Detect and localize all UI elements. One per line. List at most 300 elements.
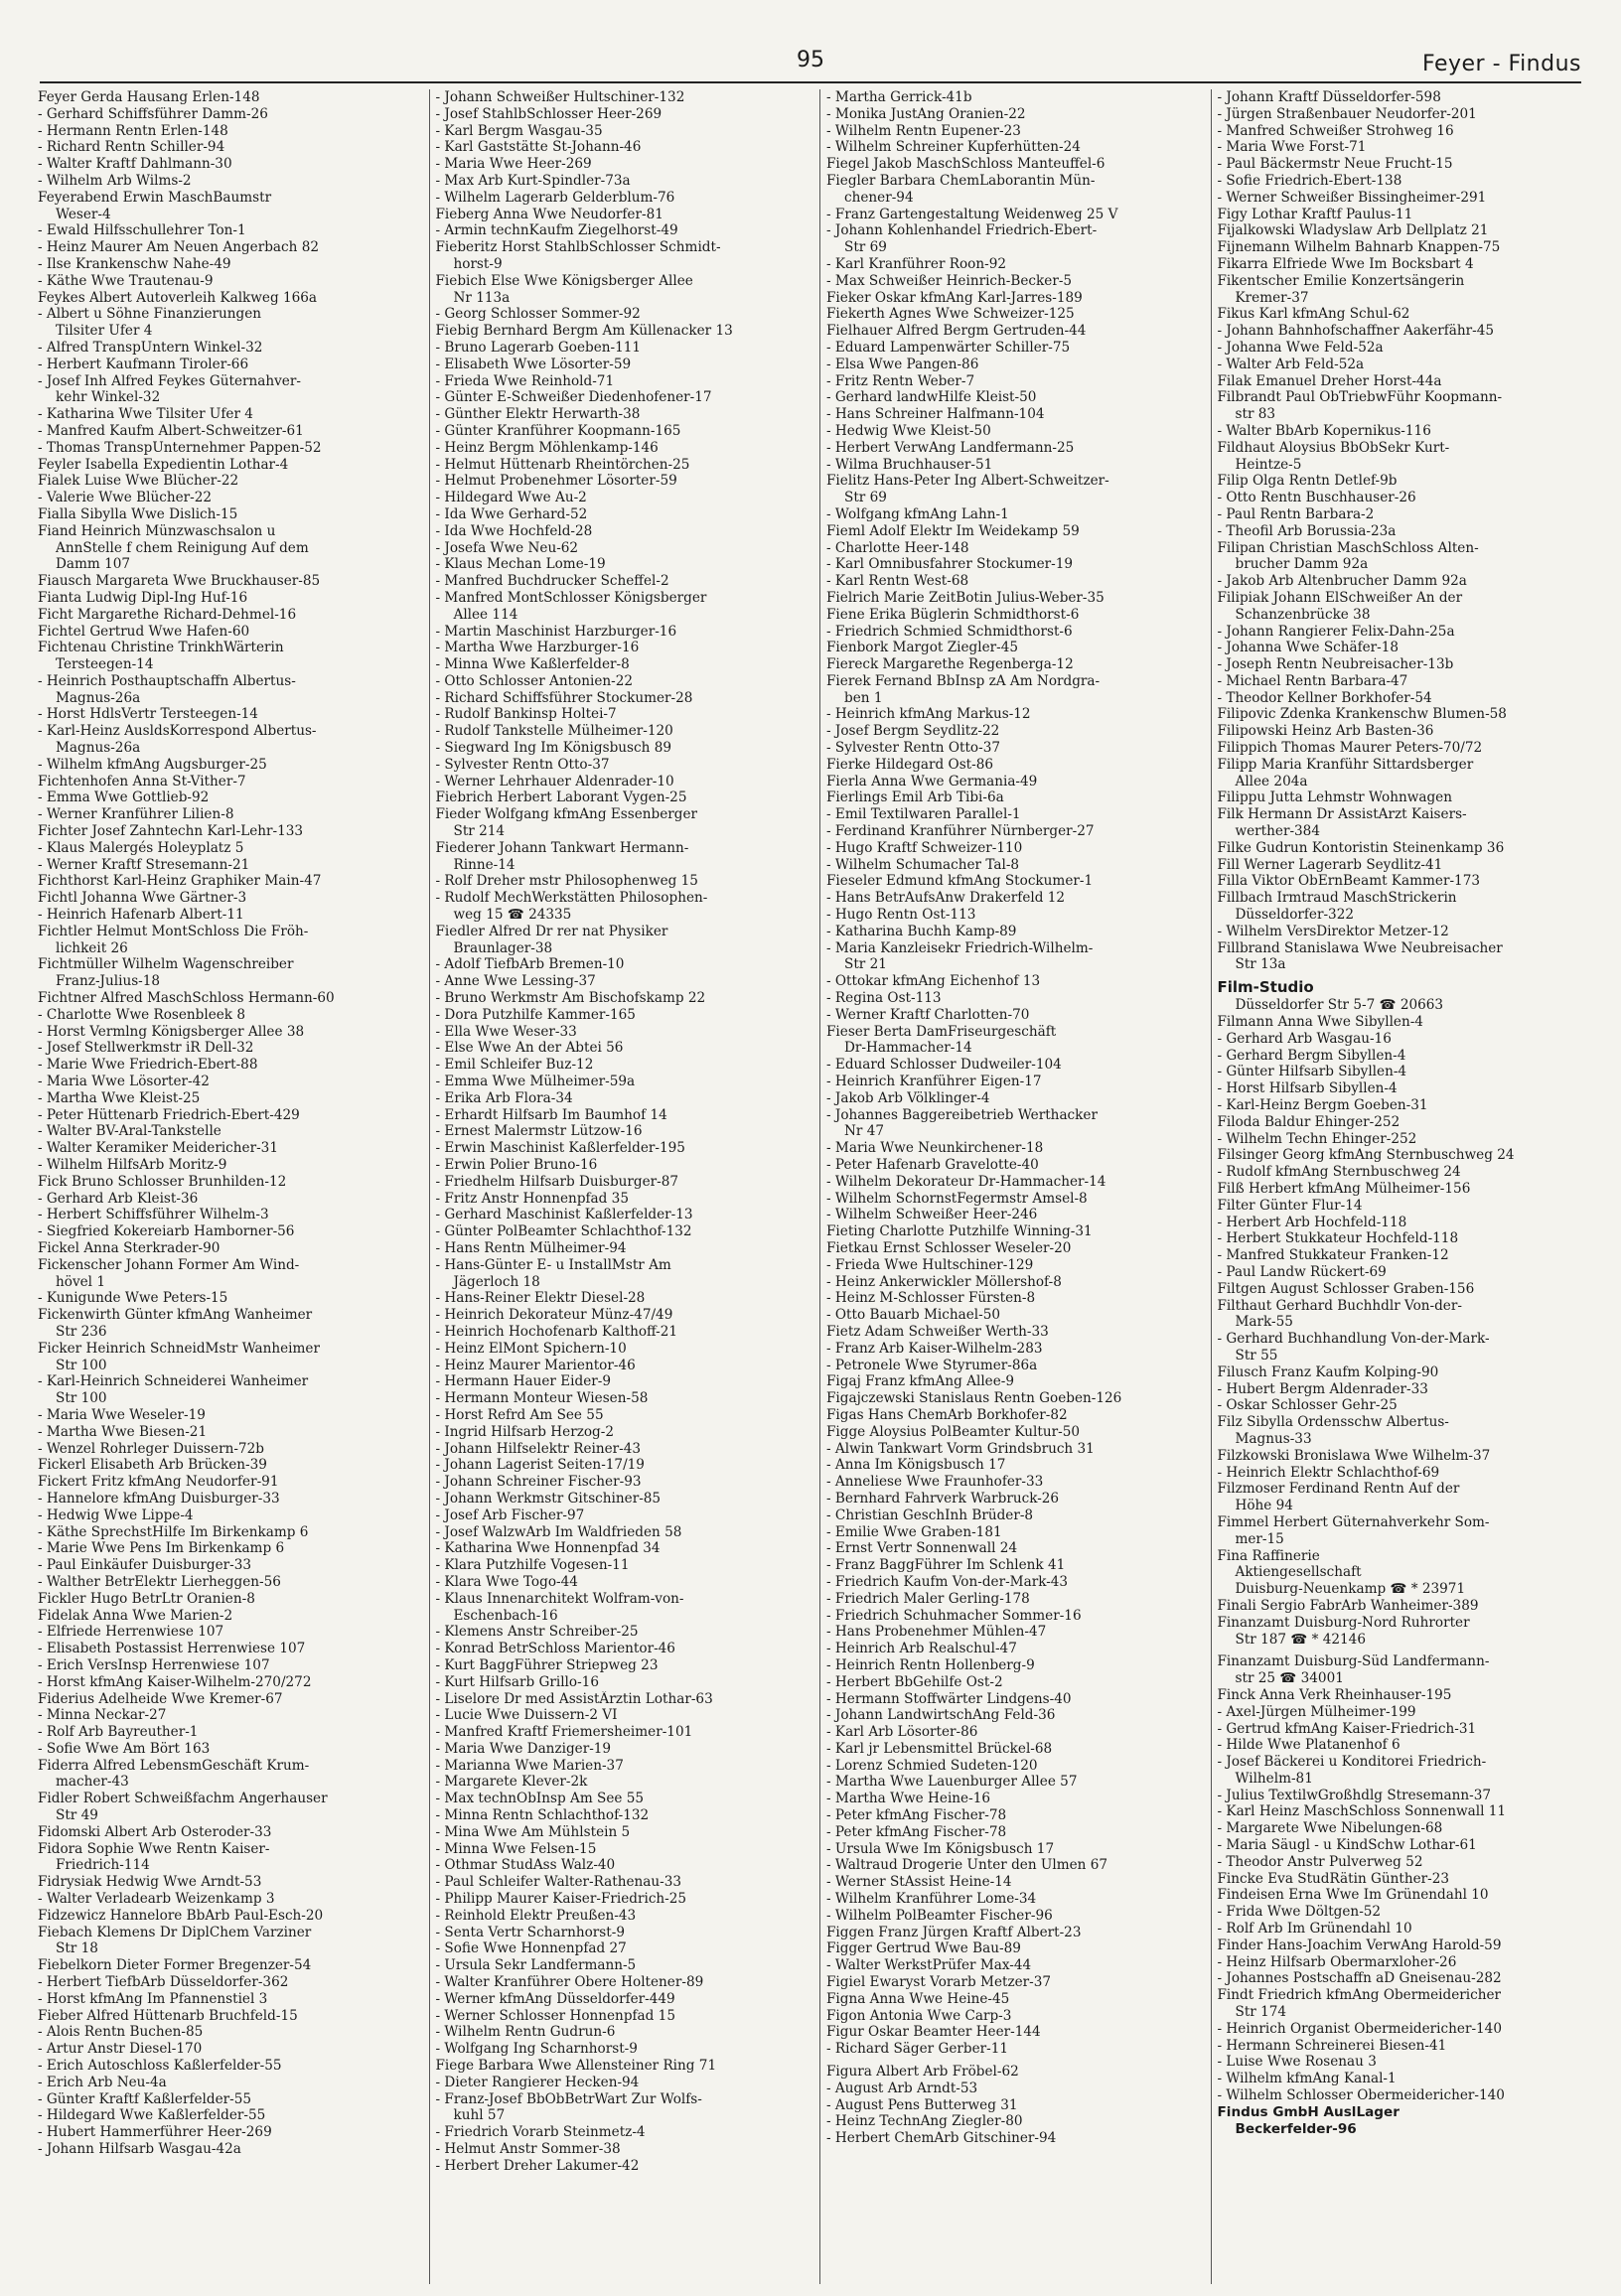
directory-entry: Fidzewicz Hannelore BbArb Paul-Esch-20	[38, 1907, 324, 1924]
directory-entry: - Werner StAssist Heine-14	[826, 1874, 1012, 1891]
entry-continuation: str 83	[1235, 406, 1276, 423]
directory-entry: Filzkowski Bronislawa Wwe Wilhelm-37	[1217, 1447, 1491, 1464]
directory-entry: - Karl-Heinrich Schneiderei Wanheimer	[38, 1373, 309, 1390]
directory-entry: - Johann Rangierer Felix-Dahn-25a	[1217, 623, 1455, 640]
directory-entry: - Siegward Ing Im Königsbusch 89	[435, 740, 671, 757]
directory-entry: - Theodor Anstr Pulverweg 52	[1217, 1853, 1423, 1870]
directory-entry: - Walter Arb Feld-52a	[1217, 356, 1365, 372]
directory-entry: - Heinrich Dekorateur Münz-47/49	[435, 1307, 673, 1324]
directory-entry: - Erhardt Hilfsarb Im Baumhof 14	[435, 1106, 667, 1123]
directory-entry: - Margarete Wwe Nibelungen-68	[1217, 1820, 1443, 1837]
entry-continuation: Höhe 94	[1235, 1498, 1293, 1514]
directory-entry: - Otto Bauarb Michael-50	[826, 1307, 1000, 1324]
directory-entry: Fielitz Hans-Peter Ing Albert-Schweitzer-	[826, 473, 1109, 490]
entry-continuation: Duisburg-Neuenkamp ☎ * 23971	[1235, 1581, 1466, 1598]
directory-entry: - Hans Rentn Mülheimer-94	[435, 1239, 627, 1256]
directory-entry: - Hannelore kfmAng Duisburger-33	[38, 1490, 280, 1507]
directory-entry: - Kunigunde Wwe Peters-15	[38, 1290, 228, 1307]
directory-entry: Ficker Heinrich SchneidMstr Wanheimer	[38, 1340, 320, 1357]
directory-entry: - Hedwig Wwe Kleist-50	[826, 422, 991, 439]
directory-entry: - Paul Einkäufer Duisburger-33	[38, 1557, 252, 1574]
directory-entry: - Gerhard landwHilfe Kleist-50	[826, 389, 1037, 406]
directory-entry: - Wilhelm kfmAng Augsburger-25	[38, 756, 267, 773]
directory-entry: - Heinrich Organist Obermeidericher-140	[1217, 2020, 1502, 2037]
directory-entry: - Anna Im Königsbusch 17	[826, 1457, 1006, 1474]
directory-entry: Fiegel Jakob MaschSchloss Manteuffel-6	[826, 156, 1105, 173]
directory-entry: - Josef Arb Fischer-97	[435, 1507, 585, 1523]
directory-entry: - Ida Wwe Hochfeld-28	[435, 522, 593, 539]
directory-entry: - Horst Vermlng Königsberger Allee 38	[38, 1023, 305, 1040]
directory-entry: Fillbrand Stanislawa Wwe Neubreisacher	[1217, 939, 1503, 956]
directory-entry: - Wilhelm Schlosser Obermeidericher-140	[1217, 2087, 1505, 2104]
directory-entry: - Jakob Arb Altenbrucher Damm 92a	[1217, 573, 1467, 590]
directory-entry: - Ursula Wwe Im Königsbusch 17	[826, 1840, 1055, 1857]
directory-entry: - Walter Kraftf Dahlmann-30	[38, 156, 232, 173]
directory-entry: Filusch Franz Kaufm Kolping-90	[1217, 1363, 1439, 1380]
directory-entry: - Karl Omnibusfahrer Stockumer-19	[826, 556, 1074, 573]
directory-entry: Figajczewski Stanislaus Rentn Goeben-126	[826, 1390, 1122, 1407]
directory-entry: - August Pens Butterweg 31	[826, 2096, 1018, 2113]
directory-entry: - Valerie Wwe Blücher-22	[38, 490, 213, 506]
directory-entry: Fiebach Klemens Dr DiplChem Varziner	[38, 1924, 312, 1940]
entry-continuation: Weser-4	[56, 206, 111, 222]
directory-entry: - Paul Rentn Barbara-2	[1217, 505, 1375, 522]
directory-entry: - Katharina Wwe Honnenpfad 34	[435, 1540, 661, 1557]
directory-entry: - Franz BaggFührer Im Schlenk 41	[826, 1557, 1066, 1574]
directory-entry: - Maria Säugl - u KindSchw Lothar-61	[1217, 1837, 1477, 1854]
directory-entry: Fieberg Anna Wwe Neudorfer-81	[435, 206, 663, 222]
directory-entry: Filip Olga Rentn Detlef-9b	[1217, 473, 1398, 490]
directory-entry: - Eduard Lampenwärter Schiller-75	[826, 339, 1071, 356]
directory-entry: Filippich Thomas Maurer Peters-70/72	[1217, 740, 1483, 757]
directory-entry: - Heinz M-Schlosser Fürsten-8	[826, 1290, 1036, 1307]
directory-entry: Figas Hans ChemArb Borkhofer-82	[826, 1406, 1068, 1423]
directory-entry: - Heinz TechnAng Ziegler-80	[826, 2113, 1023, 2130]
directory-entry: Fietz Adam Schweißer Werth-33	[826, 1323, 1049, 1340]
entry-continuation: Str 100	[56, 1390, 107, 1407]
directory-entry: - Karl jr Lebensmittel Brückel-68	[826, 1740, 1053, 1757]
directory-entry: Figna Anna Wwe Heine-45	[826, 1990, 1010, 2007]
directory-entry: Fieber Alfred Hüttenarb Bruchfeld-15	[38, 2007, 298, 2024]
directory-entry: - Heinz Hilfsarb Obermarxloher-26	[1217, 1953, 1457, 1970]
directory-entry: - Josef Inh Alfred Feykes Güternahver-	[38, 372, 301, 389]
directory-entry: - Frida Wwe Döltgen-52	[1217, 1904, 1382, 1921]
entry-continuation: Str 236	[56, 1323, 107, 1340]
directory-entry: Fierlings Emil Arb Tibi-6a	[826, 789, 1004, 806]
directory-entry: - Ilse Krankenschw Nahe-49	[38, 255, 231, 272]
directory-entry: Fina Raffinerie	[1217, 1547, 1320, 1564]
directory-entry: - Wolfgang kfmAng Lahn-1	[826, 505, 1009, 522]
directory-entry: - Wilhelm SchornstFegermstr Amsel-8	[826, 1190, 1088, 1207]
directory-entry: Fieseler Edmund kfmAng Stockumer-1	[826, 873, 1094, 890]
directory-entry: - Charlotte Wwe Rosenbleek 8	[38, 1006, 246, 1023]
directory-entry: Feyerabend Erwin MaschBaumstr	[38, 189, 272, 206]
directory-entry: Figgen Franz Jürgen Kraftf Albert-23	[826, 1924, 1082, 1940]
directory-entry: - Johann Kohlenhandel Friedrich-Ebert-	[826, 222, 1098, 239]
directory-entry: - Martha Wwe Lauenburger Allee 57	[826, 1774, 1078, 1791]
directory-entry: - Ernest Malermstr Lützow-16	[435, 1123, 643, 1140]
directory-entry: Fidler Robert Schweißfachm Angerhauser	[38, 1791, 328, 1807]
directory-entry: - Alois Rentn Buchen-85	[38, 2024, 204, 2041]
directory-entry: - Horst HdlsVertr Tersteegen-14	[38, 706, 258, 723]
entry-continuation: weg 15 ☎ 24335	[453, 907, 572, 924]
directory-entry: - Mina Wwe Am Mühlstein 5	[435, 1823, 631, 1840]
directory-entry: - Hildegard Wwe Au-2	[435, 490, 587, 506]
directory-entry: - Herbert Arb Hochfeld-118	[1217, 1214, 1407, 1230]
directory-entry: - Helmut Probenehmer Lösorter-59	[435, 473, 677, 490]
directory-entry: - Franz Arb Kaiser-Wilhelm-283	[826, 1340, 1043, 1357]
directory-entry: Fieder Wolfgang kfmAng Essenberger	[435, 806, 698, 823]
entry-continuation: Wilhelm-81	[1235, 1770, 1313, 1787]
directory-entry: - Senta Vertr Scharnhorst-9	[435, 1924, 625, 1940]
directory-entry: - Wilma Bruchhauser-51	[826, 456, 993, 473]
entry-continuation: str 25 ☎ 34001	[1235, 1670, 1344, 1687]
entry-continuation: Dr-Hammacher-14	[844, 1040, 972, 1057]
directory-entry: Fikarra Elfriede Wwe Im Bocksbart 4	[1217, 255, 1474, 272]
directory-entry: - Frieda Wwe Hultschiner-129	[826, 1256, 1034, 1273]
directory-entry: - Peter kfmAng Fischer-78	[826, 1823, 1007, 1840]
directory-entry: - Manfred Buchdrucker Scheffel-2	[435, 573, 669, 590]
directory-entry: - Johann Lagerist Seiten-17/19	[435, 1457, 645, 1474]
directory-entry: - Karl Heinz MaschSchloss Sonnenwall 11	[1217, 1803, 1507, 1820]
directory-entry: Figy Lothar Kraftf Paulus-11	[1217, 206, 1413, 222]
directory-entry: - Armin technKaufm Ziegelhorst-49	[435, 222, 678, 239]
directory-entry: Fidomski Albert Arb Osteroder-33	[38, 1823, 272, 1840]
directory-entry: - Hedwig Wwe Lippe-4	[38, 1507, 194, 1523]
directory-entry: Fichtenhofen Anna St-Vither-7	[38, 773, 246, 789]
directory-entry: Fieser Berta DamFriseurgeschäft	[826, 1023, 1057, 1040]
directory-entry: - Konrad BetrSchloss Marientor-46	[435, 1641, 675, 1657]
directory-entry: - Johann LandwirtschAng Feld-36	[826, 1707, 1056, 1724]
column-4	[1211, 89, 1588, 2284]
directory-entry: - Richard Säger Gerber-11	[826, 2041, 1009, 2058]
directory-entry: - Helmut Anstr Sommer-38	[435, 2141, 621, 2158]
directory-entry: - Wilhelm Schweißer Heer-246	[826, 1207, 1038, 1223]
directory-entry: - Horst kfmAng Im Pfannenstiel 3	[38, 1990, 268, 2007]
directory-entry: - Sofie Wwe Honnenpfad 27	[435, 1940, 627, 1957]
directory-entry: - Franz Gartengestaltung Weidenweg 25 V	[826, 206, 1118, 222]
directory-entry: Filipovic Zdenka Krankenschw Blumen-58	[1217, 706, 1507, 723]
directory-entry: - Herbert ChemArb Gitschiner-94	[826, 2130, 1057, 2147]
directory-entry: Fidelak Anna Wwe Marien-2	[38, 1607, 233, 1624]
directory-entry: - Friedrich Schuhmacher Sommer-16	[826, 1607, 1082, 1624]
directory-entry: Fiebelkorn Dieter Former Bregenzer-54	[38, 1957, 312, 1974]
directory-entry: - Sofie Wwe Am Bört 163	[38, 1740, 211, 1757]
directory-entry: - Heinrich Hafenarb Albert-11	[38, 907, 244, 924]
column-2	[429, 89, 807, 2284]
entry-continuation: macher-43	[56, 1774, 129, 1791]
directory-entry: - Wilhelm Schreiner Kupferhütten-24	[826, 139, 1081, 156]
entry-continuation: Str 69	[844, 239, 887, 256]
directory-entry: - Erich Autoschloss Kaßlerfelder-55	[38, 2058, 282, 2075]
directory-entry: Fickel Anna Sterkrader-90	[38, 1239, 221, 1256]
directory-entry: - Heinrich Posthauptschaffn Albertus-	[38, 672, 296, 689]
directory-entry: - Heinrich Hochofenarb Kalthoff-21	[435, 1323, 678, 1340]
directory-entry: - Wilhelm kfmAng Kanal-1	[1217, 2071, 1397, 2087]
directory-entry: - Elfriede Herrenwiese 107	[38, 1624, 224, 1641]
directory-entry: - Rudolf Tankstelle Mülheimer-120	[435, 723, 673, 740]
directory-entry: - Johann Schreiner Fischer-93	[435, 1474, 642, 1491]
directory-entry: - Katharina Buchh Kamp-89	[826, 923, 1017, 939]
directory-entry: - Ida Wwe Gerhard-52	[435, 505, 588, 522]
directory-entry: - Heinz Bergm Möhlenkamp-146	[435, 439, 659, 456]
directory-entry: - Fritz Rentn Weber-7	[826, 372, 975, 389]
directory-entry: - Minna Wwe Kaßlerfelder-8	[435, 656, 630, 673]
directory-entry: - Werner Kraftf Charlotten-70	[826, 1006, 1030, 1023]
directory-entry: Fichter Josef Zahntechn Karl-Lehr-133	[38, 823, 304, 840]
directory-entry: - Ferdinand Kranführer Nürnberger-27	[826, 823, 1095, 840]
entry-continuation: Magnus-33	[1235, 1430, 1312, 1447]
directory-entry: Findus GmbH AuslLager	[1217, 2103, 1400, 2120]
directory-entry: - Lorenz Schmied Sudeten-120	[826, 1757, 1038, 1774]
directory-entry: - Katharina Wwe Tilsiter Ufer 4	[38, 406, 253, 423]
directory-entry: Fiebrich Herbert Laborant Vygen-25	[435, 789, 687, 806]
directory-entry: - Alwin Tankwart Vorm Grindsbruch 31	[826, 1440, 1095, 1457]
directory-entry: Feykes Albert Autoverleih Kalkweg 166a	[38, 289, 318, 306]
directory-entry: - Herbert TiefbArb Düsseldorfer-362	[38, 1974, 289, 1991]
directory-entry: - Philipp Maurer Kaiser-Friedrich-25	[435, 1891, 687, 1908]
directory-entry: - Johann Hilfselektr Reiner-43	[435, 1440, 642, 1457]
directory-entry: Fiausch Margareta Wwe Bruckhauser-85	[38, 573, 321, 590]
directory-entry: - Walter WerkstPrüfer Max-44	[826, 1957, 1032, 1974]
directory-entry: - Franz-Josef BbObBetrWart Zur Wolfs-	[435, 2090, 702, 2107]
directory-entry: Filß Herbert kfmAng Mülheimer-156	[1217, 1181, 1471, 1197]
directory-entry: - Wilhelm Arb Wilms-2	[38, 172, 192, 189]
directory-entry: - Richard Schiffsführer Stockumer-28	[435, 689, 693, 706]
directory-entry: Fieml Adolf Elektr Im Weidekamp 59	[826, 522, 1080, 539]
directory-entry: - Hans Schreiner Halfmann-104	[826, 406, 1045, 423]
directory-entry: Figur Oskar Beamter Heer-144	[826, 2024, 1041, 2041]
directory-entry: - Paul Schleifer Walter-Rathenau-33	[435, 1874, 682, 1891]
directory-entry: - Manfred Stukkateur Franken-12	[1217, 1247, 1449, 1264]
entry-continuation: Str 49	[56, 1807, 98, 1824]
entry-continuation: Friedrich-114	[56, 1857, 150, 1874]
directory-entry: Filk Hermann Dr AssistArzt Kaisers-	[1217, 806, 1467, 823]
directory-entry: Filke Gudrun Kontoristin Steinenkamp 36	[1217, 839, 1505, 856]
directory-entry: - Sylvester Rentn Otto-37	[826, 740, 1000, 757]
directory-entry: Fieting Charlotte Putzhilfe Winning-31	[826, 1223, 1093, 1240]
entry-continuation: Damm 107	[56, 556, 131, 573]
directory-entry: - Johanna Wwe Schäfer-18	[1217, 640, 1400, 656]
directory-entry: Filthaut Gerhard Buchhdlr Von-der-	[1217, 1297, 1462, 1314]
directory-entry: - Minna Wwe Felsen-15	[435, 1840, 597, 1857]
directory-entry: - Wolfgang Ing Scharnhorst-9	[435, 2041, 638, 2058]
entry-continuation: Str 21	[844, 956, 887, 973]
directory-entry: - Heinrich Elektr Schlachthof-69	[1217, 1464, 1440, 1481]
directory-entry: - Maria Wwe Neunkirchener-18	[826, 1140, 1044, 1157]
directory-entry: - Martha Wwe Kleist-25	[38, 1089, 201, 1106]
directory-entry: Figon Antonia Wwe Carp-3	[826, 2007, 1012, 2024]
entry-continuation: Kremer-37	[1235, 289, 1309, 306]
directory-entry: - Charlotte Heer-148	[826, 539, 969, 556]
directory-entry: - Karl Arb Lösorter-86	[826, 1724, 978, 1741]
directory-entry: - Günter Hilfsarb Sibyllen-4	[1217, 1064, 1407, 1080]
directory-entry: - Heinrich kfmAng Markus-12	[826, 706, 1031, 723]
directory-entry: - Johannes Postschaffn aD Gneisenau-282	[1217, 1970, 1502, 1987]
directory-entry: - Klaus Innenarchitekt Wolfram-von-	[435, 1590, 684, 1607]
entry-continuation: Schanzenbrücke 38	[1235, 606, 1371, 623]
directory-entry: - Günther Elektr Herwarth-38	[435, 406, 641, 423]
directory-entry: Fiederer Johann Tankwart Hermann-	[435, 839, 689, 856]
column-1	[38, 89, 415, 2284]
entry-continuation: Str 214	[453, 823, 506, 840]
directory-entry: - Gerhard Arb Wasgau-16	[1217, 1030, 1392, 1047]
directory-entry: Fiderius Adelheide Wwe Kremer-67	[38, 1690, 283, 1707]
directory-entry: - Friedrich Kaufm Von-der-Mark-43	[826, 1573, 1069, 1590]
directory-entry: - Manfred MontSchlosser Königsberger	[435, 589, 707, 606]
directory-entry: Fieberitz Horst StahlbSchlosser Schmidt-	[435, 239, 721, 256]
directory-entry: Fielrich Marie ZeitBotin Julius-Weber-35	[826, 589, 1105, 606]
directory-entry: - Wilhelm Lagerarb Gelderblum-76	[435, 189, 675, 206]
directory-entry: Filter Günter Flur-14	[1217, 1197, 1363, 1214]
directory-entry: - Klaus Malergés Holeyplatz 5	[38, 839, 244, 856]
directory-entry: Fialek Luise Wwe Blücher-22	[38, 473, 239, 490]
entry-continuation: Str 18	[56, 1940, 98, 1957]
page-header	[40, 48, 1581, 83]
directory-entry: - Werner Schlosser Honnenpfad 15	[435, 2007, 675, 2024]
directory-entry: - Erwin Polier Bruno-16	[435, 1157, 598, 1173]
directory-entry: - Horst kfmAng Kaiser-Wilhelm-270/272	[38, 1673, 312, 1690]
entry-continuation: Str 187 ☎ * 42146	[1235, 1631, 1366, 1648]
directory-entry: - Emma Wwe Gottlieb-92	[38, 789, 210, 806]
directory-entry: Finali Sergio FabrArb Wanheimer-389	[1217, 1597, 1479, 1614]
directory-entry: Filla Viktor ObErnBeamt Kammer-173	[1217, 873, 1480, 890]
directory-entry: - Martin Maschinist Harzburger-16	[435, 623, 677, 640]
directory-entry: Fikentscher Emilie Konzertsängerin	[1217, 272, 1465, 289]
directory-entry: - Rudolf Bankinsp Holtei-7	[435, 706, 617, 723]
directory-entry: Filipp Maria Kranführ Sittardsberger	[1217, 756, 1474, 773]
directory-entry: - Josef WalzwArb Im Waldfrieden 58	[435, 1523, 682, 1540]
directory-entry: - Rudolf MechWerkstätten Philosophen-	[435, 890, 708, 907]
directory-entry: - Hugo Kraftf Schweizer-110	[826, 839, 1023, 856]
directory-entry: - Liselore Dr med AssistÄrztin Lothar-63	[435, 1690, 713, 1707]
entry-continuation: Mark-55	[1235, 1314, 1293, 1331]
directory-entry: - Hubert Hammerführer Heer-269	[38, 2124, 272, 2141]
directory-entry: - Gertrud kfmAng Kaiser-Friedrich-31	[1217, 1720, 1477, 1737]
directory-entry: Figaj Franz kfmAng Allee-9	[826, 1373, 1014, 1390]
directory-entry: - Siegfried Kokereiarb Hamborner-56	[38, 1223, 295, 1240]
directory-entry: - Horst Refrd Am See 55	[435, 1406, 604, 1423]
directory-entry: - Richard Rentn Schiller-94	[38, 139, 225, 156]
directory-entry: - Walter BbArb Kopernikus-116	[1217, 422, 1431, 439]
directory-entry: - Werner Lehrhauer Aldenrader-10	[435, 773, 674, 789]
directory-entry: - Maria Kanzleisekr Friedrich-Wilhelm-	[826, 939, 1094, 956]
directory-entry: Fichtl Johanna Wwe Gärtner-3	[38, 890, 247, 907]
directory-entry: - Othmar StudAss Walz-40	[435, 1857, 616, 1874]
directory-entry: - Ewald Hilfsschullehrer Ton-1	[38, 222, 246, 239]
directory-entry: - Sylvester Rentn Otto-37	[435, 756, 610, 773]
entry-continuation: Jägerloch 18	[453, 1273, 540, 1290]
directory-entry: - Wilhelm Schumacher Tal-8	[826, 856, 1020, 873]
directory-entry: - Rolf Dreher mstr Philosophenweg 15	[435, 873, 698, 890]
directory-entry: - Elisabeth Postassist Herrenwiese 107	[38, 1641, 306, 1657]
entry-continuation: horst-9	[453, 255, 503, 272]
directory-entry: Filbrandt Paul ObTriebwFühr Koopmann-	[1217, 389, 1503, 406]
directory-entry: - Erich VersInsp Herrenwiese 107	[38, 1656, 270, 1673]
entry-continuation: werther-384	[1235, 823, 1320, 840]
directory-entry: Filoda Baldur Ehinger-252	[1217, 1113, 1400, 1130]
directory-entry: Finanzamt Duisburg-Süd Landfermann-	[1217, 1653, 1490, 1670]
directory-entry: - Johannes Baggereibetrieb Werthacker	[826, 1106, 1098, 1123]
directory-entry: - Rolf Arb Bayreuther-1	[38, 1724, 199, 1741]
directory-entry: Fichtmüller Wilhelm Wagenschreiber	[38, 956, 294, 973]
directory-entry: - Heinrich Arb Realschul-47	[826, 1641, 1017, 1657]
directory-entry: - Helmut Hüttenarb Rheintörchen-25	[435, 456, 690, 473]
directory-entry: Fildhaut Aloysius BbObSekr Kurt-	[1217, 439, 1450, 456]
directory-entry: - Bruno Werkmstr Am Bischofskamp 22	[435, 990, 706, 1007]
entry-continuation: lichkeit 26	[56, 939, 128, 956]
directory-entry: Filsinger Georg kfmAng Sternbuschweg 24	[1217, 1147, 1515, 1164]
directory-entry: Figiel Ewaryst Vorarb Metzer-37	[826, 1974, 1052, 1991]
directory-entry: - Herbert BbGehilfe Ost-2	[826, 1673, 1003, 1690]
directory-entry: - Johann Bahnhofschaffner Aakerfähr-45	[1217, 323, 1495, 340]
directory-entry: Fiege Barbara Wwe Allensteiner Ring 71	[435, 2058, 717, 2075]
directory-entry: - Hans-Günter E- u InstallMstr Am	[435, 1256, 671, 1273]
directory-entry: Fickerl Elisabeth Arb Brücken-39	[38, 1457, 267, 1474]
entry-continuation: Franz-Julius-18	[56, 973, 161, 990]
directory-entry: - Rolf Arb Im Grünendahl 10	[1217, 1921, 1412, 1937]
entry-continuation: Heintze-5	[1235, 456, 1302, 473]
directory-entry: - Otto Rentn Buschhauser-26	[1217, 490, 1416, 506]
directory-entry: - Emilie Wwe Graben-181	[826, 1523, 1002, 1540]
directory-entry: - Albert u Söhne Finanzierungen	[38, 306, 262, 323]
directory-entry: - Ingrid Hilfsarb Herzog-2	[435, 1423, 614, 1440]
directory-entry: - Luise Wwe Rosenau 3	[1217, 2054, 1377, 2071]
directory-entry: - Dieter Rangierer Hecken-94	[435, 2074, 640, 2090]
directory-entry: - Karl Kranführer Roon-92	[826, 255, 1007, 272]
directory-entry: - Erika Arb Flora-34	[435, 1089, 573, 1106]
directory-entry: Ficht Margarethe Richard-Dehmel-16	[38, 606, 297, 623]
directory-entry: - Herbert VerwAng Landfermann-25	[826, 439, 1075, 456]
directory-entry: Fidrysiak Hedwig Wwe Arndt-53	[38, 1874, 262, 1891]
directory-entry: Fiand Heinrich Münzwaschsalon u	[38, 522, 276, 539]
directory-entry: Fickenscher Johann Former Am Wind-	[38, 1256, 300, 1273]
directory-entry: - Max Schweißer Heinrich-Becker-5	[826, 272, 1073, 289]
directory-entry: - Martha Wwe Harzburger-16	[435, 640, 640, 656]
directory-entry: - Frieda Wwe Reinhold-71	[435, 372, 615, 389]
directory-entry: - Kurt BaggFührer Striepweg 23	[435, 1656, 659, 1673]
directory-entry: Fialla Sibylla Wwe Dislich-15	[38, 505, 238, 522]
directory-entry: - Günter E-Schweißer Diedenhofener-17	[435, 389, 712, 406]
directory-entry: Figge Aloysius PolBeamter Kultur-50	[826, 1423, 1081, 1440]
directory-entry: Finder Hans-Joachim VerwAng Harold-59	[1217, 1937, 1502, 1953]
directory-entry: - Walter Kranführer Obere Holtener-89	[435, 1974, 704, 1991]
directory-entry: - Käthe Wwe Trautenau-9	[38, 272, 214, 289]
directory-entry: - Reinhold Elektr Preußen-43	[435, 1907, 637, 1924]
directory-entry: - Wilhelm HilfsArb Moritz-9	[38, 1157, 227, 1173]
directory-entry: - Johann Kraftf Düsseldorfer-598	[1217, 89, 1441, 105]
directory-entry: - Erwin Maschinist Kaßlerfelder-195	[435, 1140, 685, 1157]
directory-entry: - Walter BV-Aral-Tankstelle	[38, 1123, 221, 1140]
directory-entry: - Dora Putzhilfe Kammer-165	[435, 1006, 636, 1023]
directory-entry: - Gerhard Maschinist Kaßlerfelder-13	[435, 1207, 693, 1223]
entry-continuation: Allee 114	[453, 606, 518, 623]
directory-entry: - Manfred Schweißer Strohweg 16	[1217, 122, 1454, 139]
directory-entry: - Manfred Kraftf Friemersheimer-101	[435, 1724, 693, 1741]
directory-entry: - Wilhelm Rentn Gudrun-6	[435, 2024, 616, 2041]
directory-entry: - Manfred Kaufm Albert-Schweitzer-61	[38, 422, 304, 439]
directory-entry: Fichtler Helmut MontSchloss Die Fröh-	[38, 923, 309, 939]
directory-entry: - Paul Landw Rückert-69	[1217, 1263, 1387, 1280]
entry-continuation: Magnus-26a	[56, 740, 141, 757]
directory-entry: - Bruno Lagerarb Goeben-111	[435, 339, 642, 356]
directory-entry: Fieker Oskar kfmAng Karl-Jarres-189	[826, 289, 1083, 306]
directory-entry: - Johann Schweißer Hultschiner-132	[435, 89, 685, 105]
directory-columns	[38, 89, 1587, 2284]
directory-entry: - Theodor Kellner Borkhofer-54	[1217, 689, 1432, 706]
entry-continuation: Rinne-14	[453, 856, 516, 873]
directory-entry: - Günter PolBeamter Schlachthof-132	[435, 1223, 692, 1240]
